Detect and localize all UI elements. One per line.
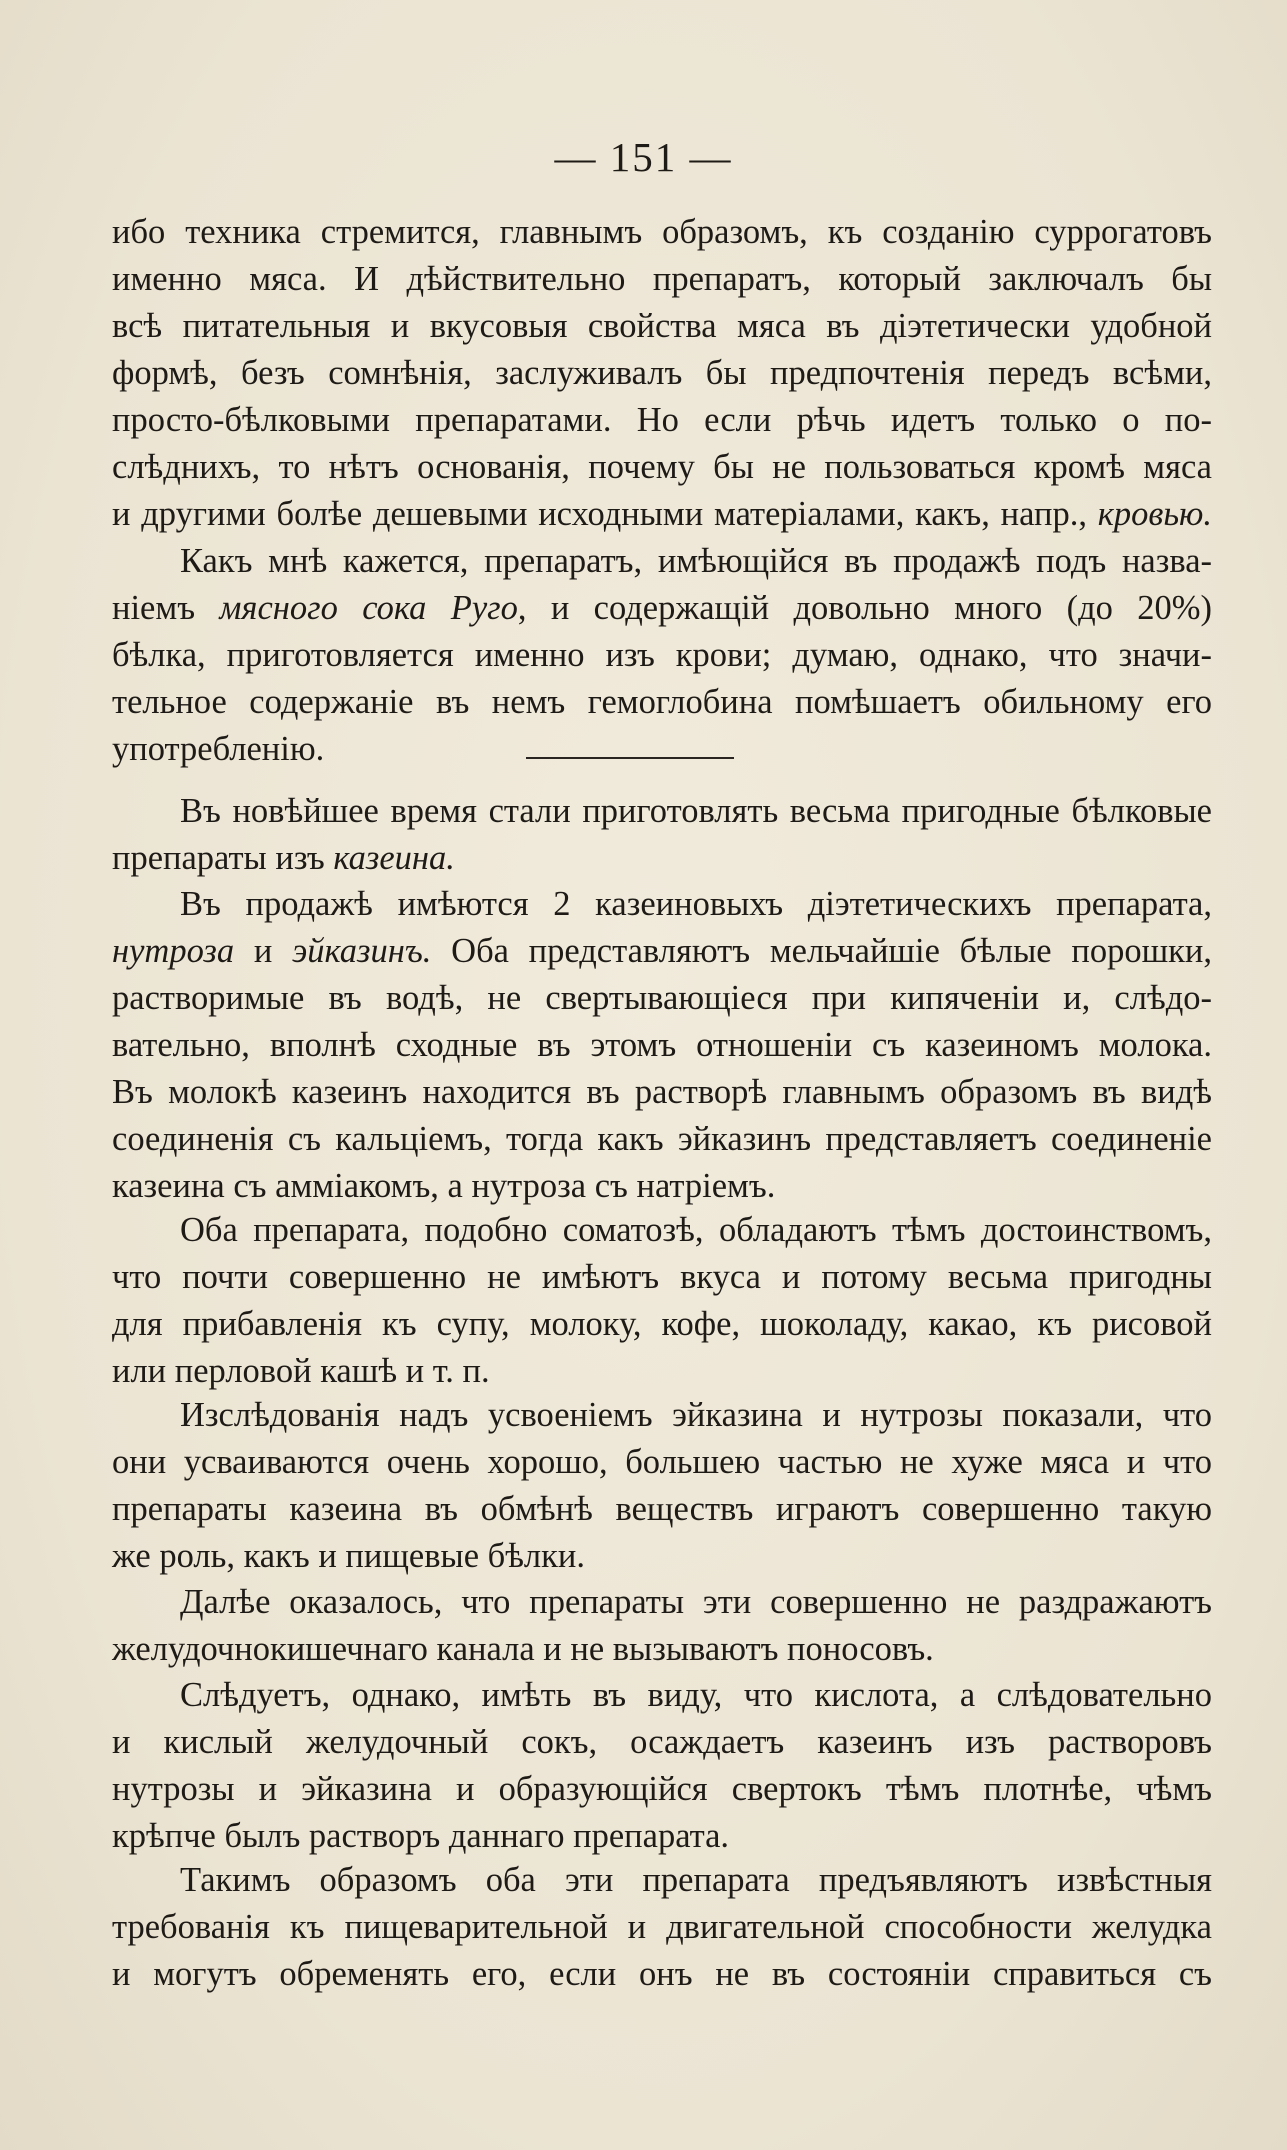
- page-number: — 151 —: [554, 134, 733, 180]
- text-line: они усваиваются очень хорошо, большею частью не хуже мяса и что: [112, 1443, 1212, 1481]
- text-line: ніемъ мясного сока Руго, и содержащій довольно много (до 20%): [112, 589, 1212, 627]
- italic-term: мясного сока Руго: [219, 589, 518, 627]
- text-line: бѣлка, приготовляется именно изъ крови; думаю, однако, что значи-: [112, 636, 1212, 674]
- text-line: желудочнокишечнаго канала и не вызываютъ поносовъ.: [112, 1630, 934, 1668]
- paragraph: [112, 1207, 1212, 1395]
- paragraph: [112, 788, 1212, 882]
- paragraph: [112, 1672, 1212, 1860]
- text-line: крѣпче былъ растворъ даннаго препарата.: [112, 1817, 730, 1855]
- text-line: и кислый желудочный сокъ, осаждаетъ казеинъ изъ растворовъ: [112, 1723, 1212, 1761]
- text-line: требованія къ пищеварительной и двигательной способности желудка: [112, 1908, 1212, 1946]
- text-line: нутроза и эйказинъ. Оба представляютъ мельчайшіе бѣлые порошки,: [112, 932, 1212, 970]
- text-line: Въ новѣйшее время стали приготовлять весьма пригодные бѣлковые: [180, 792, 1212, 830]
- text-line: препараты казеина въ обмѣнѣ веществъ играютъ совершенно такую: [112, 1490, 1212, 1528]
- text-line: Такимъ образомъ оба эти препарата предъявляютъ извѣстныя: [180, 1861, 1212, 1899]
- paragraph: [112, 1857, 1212, 1998]
- text-line: соединенія съ кальціемъ, тогда какъ эйказинъ представляетъ соединеніе: [112, 1120, 1212, 1158]
- text-line: слѣднихъ, то нѣтъ основанія, почему бы не пользоваться кромѣ мяса: [112, 448, 1212, 486]
- paragraph: [112, 881, 1212, 1210]
- text-line: и другими болѣе дешевыми исходными матеріалами, какъ, напр., кровью.: [112, 495, 1212, 533]
- text-line: что почти совершенно не имѣютъ вкуса и потому весьма пригодны: [112, 1258, 1212, 1296]
- paragraph: [112, 538, 1212, 773]
- paragraph: [112, 209, 1212, 538]
- text-line: казеина съ аммiакомъ, а нутроза съ натріемъ.: [112, 1167, 776, 1205]
- text-line: Изслѣдованія надъ усвоеніемъ эйказина и нутрозы показали, что: [180, 1396, 1212, 1434]
- text-line: Оба препарата, подобно соматозѣ, обладаютъ тѣмъ достоинствомъ,: [180, 1211, 1212, 1249]
- text-line: Слѣдуетъ, однако, имѣть въ виду, что кислота, а слѣдовательно: [180, 1676, 1212, 1714]
- text-line: Въ молокѣ казеинъ находится въ растворѣ главнымъ образомъ въ видѣ: [112, 1073, 1212, 1111]
- text-line: употребленію.: [112, 730, 325, 768]
- text-line: Въ продажѣ имѣются 2 казеиновыхъ діэтетическихъ препарата,: [180, 885, 1212, 923]
- text-line: же роль, какъ и пищевые бѣлки.: [112, 1537, 585, 1575]
- paragraph: [112, 1392, 1212, 1580]
- text-line: и могутъ обременять его, если онъ не въ состояніи справиться съ: [112, 1955, 1212, 1993]
- italic-term: казеина.: [333, 839, 455, 877]
- text-line: или перловой кашѣ и т. п.: [112, 1352, 490, 1390]
- text-line: просто-бѣлковыми препаратами. Но если рѣчь идетъ только о по-: [112, 401, 1212, 439]
- italic-term: нутроза: [112, 932, 235, 970]
- text-line: растворимые въ водѣ, не свертывающіеся при кипяченіи и, слѣдо-: [112, 979, 1212, 1017]
- paragraph: [112, 1579, 1212, 1673]
- text-line: именно мяса. И дѣйствительно препаратъ, который заключалъ бы: [112, 260, 1212, 298]
- section-divider: [526, 757, 734, 759]
- text-line: вательно, вполнѣ сходные въ этомъ отношеніи съ казеиномъ молока.: [112, 1026, 1212, 1064]
- text-line: Какъ мнѣ кажется, препаратъ, имѣющійся въ продажѣ подъ назва-: [180, 542, 1212, 580]
- text-line: препараты изъ казеина.: [112, 839, 455, 877]
- italic-term: эйказинъ.: [292, 932, 432, 970]
- text-line: формѣ, безъ сомнѣнія, заслуживалъ бы предпочтенія передъ всѣми,: [112, 354, 1212, 392]
- text-line: всѣ питательныя и вкусовыя свойства мяса въ діэтетически удобной: [112, 307, 1212, 345]
- italic-term: кровью.: [1097, 495, 1212, 533]
- text-line: нутрозы и эйказина и образующійся свертокъ тѣмъ плотнѣе, чѣмъ: [112, 1770, 1212, 1808]
- text-line: для прибавленія къ супу, молоку, кофе, шоколаду, какао, къ рисовой: [112, 1305, 1212, 1343]
- text-line: ибо техника стремится, главнымъ образомъ, къ созданію суррогатовъ: [112, 213, 1212, 251]
- text-line: Далѣе оказалось, что препараты эти совершенно не раздражаютъ: [180, 1583, 1212, 1621]
- text-line: тельное содержаніе въ немъ гемоглобина помѣшаетъ обильному его: [112, 683, 1212, 721]
